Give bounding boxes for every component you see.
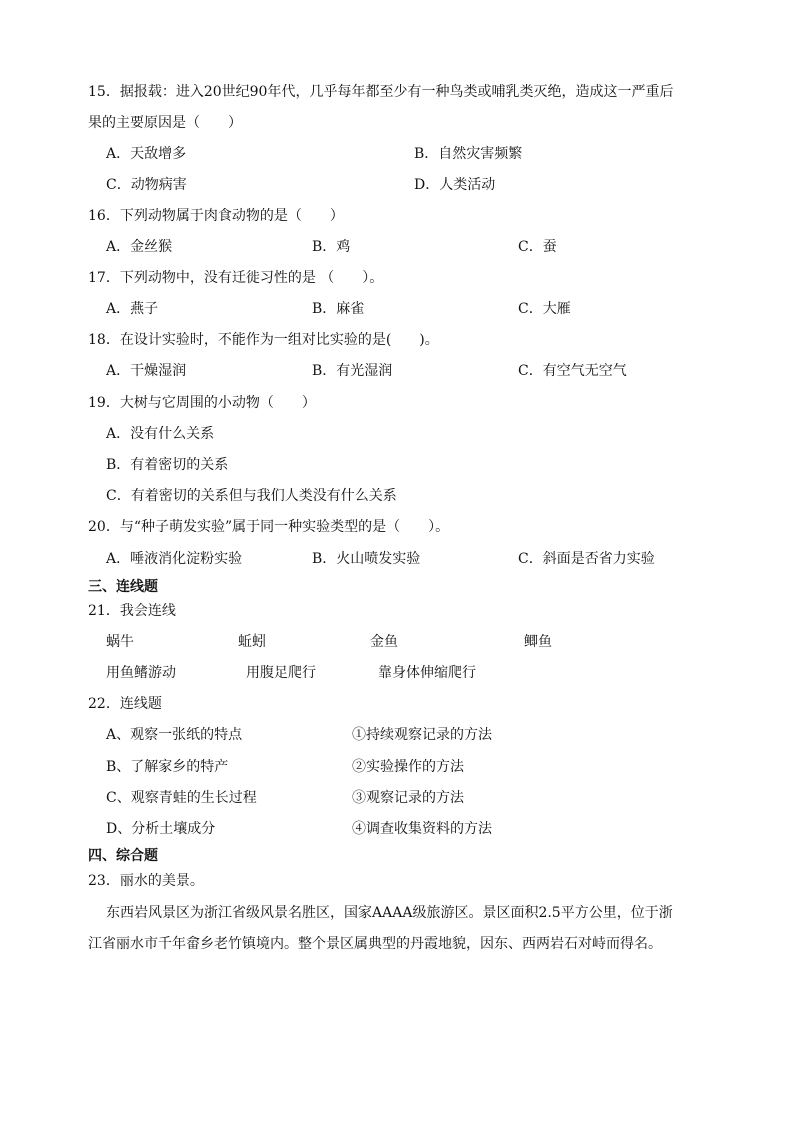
q20-option-c: C．斜面是否省力实验 bbox=[518, 551, 655, 567]
q22-left-a: A、观察一张纸的特点 bbox=[106, 727, 243, 743]
q16-stem: 16．下列动物属于肉食动物的是（ ） bbox=[88, 208, 344, 224]
q22-right-2: ②实验操作的方法 bbox=[352, 759, 464, 775]
q22-left-d: D、分析土壤成分 bbox=[106, 821, 216, 837]
q18-option-c: C．有空气无空气 bbox=[518, 363, 627, 379]
q22-right-1: ①持续观察记录的方法 bbox=[352, 727, 492, 743]
q15-option-d: D．人类活动 bbox=[414, 177, 496, 193]
q16-option-c: C．蚕 bbox=[518, 239, 557, 255]
q23-paragraph-line1: 东西岩风景区为浙江省级风景名胜区，国家AAAA级旅游区。景区面积2.5平方公里，位于浙 bbox=[106, 905, 673, 921]
section-3-title: 三、连线题 bbox=[88, 579, 158, 595]
q19-option-c: C．有着密切的关系但与我们人类没有什么关系 bbox=[106, 488, 397, 504]
q21-stem: 21．我会连线 bbox=[88, 603, 176, 619]
q18-option-a: A．干燥湿润 bbox=[106, 363, 187, 379]
q19-option-b: B．有着密切的关系 bbox=[106, 457, 229, 473]
q21-animal-goldfish: 金鱼 bbox=[370, 634, 398, 650]
q17-option-a: A．燕子 bbox=[106, 301, 159, 317]
q22-left-b: B、了解家乡的特产 bbox=[106, 759, 229, 775]
q18-option-b: B．有光湿润 bbox=[312, 363, 393, 379]
q20-option-b: B．火山喷发实验 bbox=[312, 551, 421, 567]
q21-animal-crucian: 鲫鱼 bbox=[524, 634, 552, 650]
q20-option-a: A．唾液消化淀粉实验 bbox=[106, 551, 243, 567]
q18-stem: 18．在设计实验时，不能作为一组对比实验的是( )。 bbox=[88, 332, 439, 348]
q17-option-b: B．麻雀 bbox=[312, 301, 365, 317]
q20-stem: 20．与“种子萌发实验”属于同一种实验类型的是（ ）。 bbox=[88, 519, 450, 535]
q22-right-3: ③观察记录的方法 bbox=[352, 790, 464, 806]
q21-method-foot: 用腹足爬行 bbox=[246, 665, 316, 681]
q17-option-c: C．大雁 bbox=[518, 301, 571, 317]
q19-option-a: A．没有什么关系 bbox=[106, 426, 215, 442]
q15-stem-line2: 果的主要原因是（ ） bbox=[88, 115, 242, 131]
q22-right-4: ④调查收集资料的方法 bbox=[352, 821, 492, 837]
q23-stem: 23．丽水的美景。 bbox=[88, 873, 204, 889]
q22-left-c: C、观察青蛙的生长过程 bbox=[106, 790, 257, 806]
section-4-title: 四、综合题 bbox=[88, 848, 158, 864]
q15-option-c: C．动物病害 bbox=[106, 177, 187, 193]
q21-method-fins: 用鱼鳍游动 bbox=[106, 665, 176, 681]
q15-stem-line1: 15．据报载：进入20世纪90年代，几乎每年都至少有一种鸟类或哺乳类灭绝，造成这一严重后 bbox=[88, 84, 674, 100]
q16-option-b: B．鸡 bbox=[312, 239, 351, 255]
q21-method-body: 靠身体伸缩爬行 bbox=[378, 665, 476, 681]
q15-option-a: A．天敌增多 bbox=[106, 146, 187, 162]
q21-animal-snail: 蜗牛 bbox=[106, 634, 134, 650]
q22-stem: 22．连线题 bbox=[88, 696, 162, 712]
q19-stem: 19．大树与它周围的小动物（ ） bbox=[88, 395, 316, 411]
q16-option-a: A．金丝猴 bbox=[106, 239, 173, 255]
q17-stem: 17．下列动物中，没有迁徙习性的是 （ ）。 bbox=[88, 270, 384, 286]
q23-paragraph-line2: 江省丽水市千年畲乡老竹镇境内。整个景区属典型的丹霞地貌，因东、西两岩石对峙而得名。 bbox=[88, 936, 662, 952]
q21-animal-earthworm: 蚯蚓 bbox=[238, 634, 266, 650]
q15-option-b: B．自然灾害频繁 bbox=[414, 146, 523, 162]
